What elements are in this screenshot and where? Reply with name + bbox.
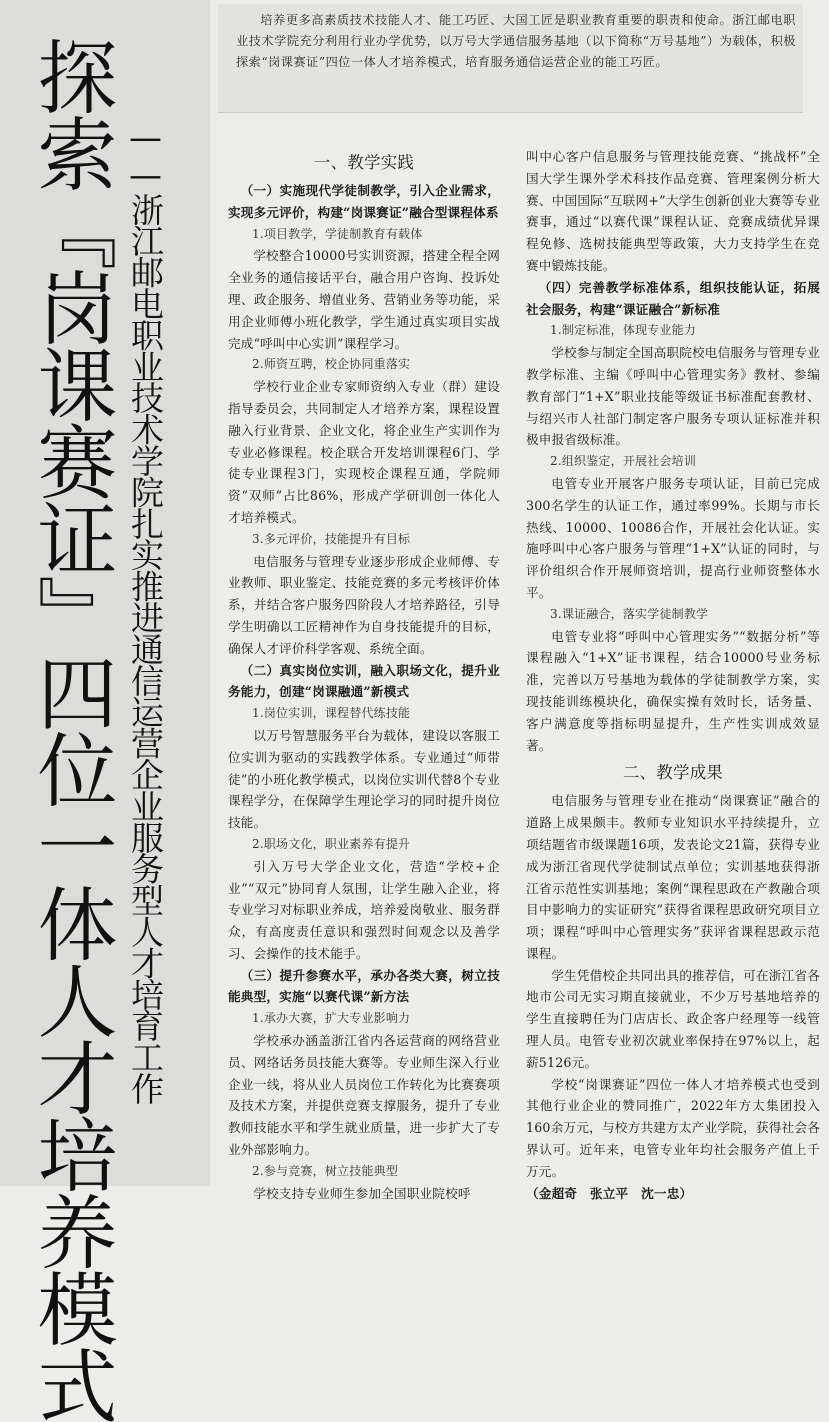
body-paragraph: 以万号智慧服务平台为载体，建设以客服工位实训为驱动的实践教学体系。专业通过“师带徒”的小班化教学模式，以岗位实训代替8个专业课程学分，在保障学生理论学习的同时提升岗位技能。	[228, 727, 500, 831]
body-paragraph: 学校参与制定全国高职院校电信服务与管理专业教学标准、主编《呼叫中心管理实务》教材、参编教育部门“1+X”职业技能等级证书标准配套教材、与绍兴市人社部门制定客户服务专项认证标准并积极申报省级标准。	[526, 345, 820, 448]
point-heading: 1.岗位实训，课程替代练技能	[252, 706, 411, 721]
point-heading: 2.组织鉴定，开展社会培训	[550, 454, 697, 469]
article-column-right	[526, 146, 820, 1204]
body-paragraph-continued: 叫中心客户信息服务与管理技能竞赛、“挑战杯”全国大学生课外学术科技作品竞赛、管理案例分析大赛、中国国际“互联网+”大学生创新创业大赛等专业赛事，通过“以赛代课”课程认证、竞赛成绩优异课程免修、选树技能典型等政策，大力支持学生在竞赛中锻炼技能。	[526, 149, 820, 273]
point-heading: 3.多元评价，技能提升有目标	[252, 531, 411, 546]
subsection-heading: （二）真实岗位实训，融入职场文化，提升业务能力，创建“岗课融通”新模式	[228, 662, 500, 700]
point-heading: 3.课证融合，落实学徒制教学	[550, 606, 709, 621]
point-heading: 1.制定标准，体现专业能力	[550, 323, 697, 338]
section-title-teaching-results: 二、教学成果	[622, 763, 724, 783]
subsection-heading: （四）完善教学标准体系，组织技能认证，拓展社会服务，构建“课证融合”新标准	[526, 279, 820, 317]
body-paragraph: 学校“岗课赛证”四位一体人才培养模式也受到其他行业企业的赞同推广，2022年方太集团投入160余万元，与校方共建方太产业学院，获得社会各界认可。近年来，电管专业年均社会服务产值上千万元。	[526, 1076, 820, 1179]
body-paragraph: 学校行业企业专家师资纳入专业（群）建设指导委员会，共同制定人才培养方案，课程设置融入行业背景、企业文化，将企业生产实训作为专业必修课程。校企联合开发培训课程6门、学徒专业课程3门，实现校企课程互通，学院师资“双师”占比86%，形成产学研训创一体化人才培养模式。	[228, 379, 500, 525]
author-byline: （金超奇 张立平 沈一忠）	[526, 1185, 693, 1201]
body-paragraph: 学校支持专业师生参加全国职业院校呼	[253, 1185, 471, 1201]
intro-box	[218, 4, 803, 113]
body-paragraph: 引入万号大学企业文化，营造“学校+企业”“双元”协同育人氛围，让学生融入企业，将专业学习对标职业养成，培养爱岗敬业、服务群众，有高度责任意识和强烈时间观念以及善学习、会操作的技术能手。	[228, 858, 500, 961]
main-title: 探索『岗课赛证』四位一体人才培养模式	[24, 36, 117, 1422]
body-paragraph: 电信服务与管理专业逐步形成企业师傅、专业教师、职业鉴定、技能竞赛的多元考核评价体系，并结合客户服务四阶段人才培养路径，引导学生明确以工匠精神作为自身技能提升的目标，确保人才评价科学客观、系统全面。	[228, 553, 500, 656]
body-paragraph: 电管专业开展客户服务专项认证，目前已完成300名学生的认证工作，通过率99%。长期与市长热线、10000、10086合作，开展社会化认证。实施呼叫中心客户服务与管理“1+X”认证的同时，与评价组织合作开展师资培训，提高行业师资整体水平。	[526, 475, 820, 600]
intro-paragraph: 培养更多高素质技术技能人才、能工巧匠、大国工匠是职业教育重要的职责和使命。浙江邮电职业技术学院充分利用行业办学优势，以万号大学通信服务基地（以下简称“万号基地”）为载体，积极探索“岗课赛证”四位一体人才培养模式，培育服务通信运营企业的能工巧匠。	[236, 13, 796, 69]
subsection-heading: （一）实施现代学徒制教学，引入企业需求，实现多元评价，构建“岗课赛证”融合型课程体系	[228, 183, 500, 220]
section-title-teaching-practice: 一、教学实践	[313, 153, 415, 172]
sub-title: ——浙江邮电职业技术学院扎实推进通信运营企业服务型人才培育工作	[126, 118, 165, 1104]
article-column-left	[228, 146, 500, 1204]
point-heading: 2.参与竞赛，树立技能典型	[252, 1163, 399, 1178]
body-paragraph: 学生凭借校企共同出具的推荐信，可在浙江省各地市公司无实习期直接就业，不少万号基地培养的学生直接聘任为门店店长、政企客户经理等一线管理人员。电管专业初次就业率保持在97%以上，起薪5126元。	[526, 967, 820, 1070]
body-paragraph: 学校整合10000号实训资源，搭建全程全网全业务的通信接话平台，融合用户咨询、投诉处理、政企服务、增值业务、营销业务等功能，采用企业师傅小班化教学，学生通过真实项目实战完成“呼叫中心实训”课程学习。	[228, 248, 500, 351]
headline-band	[0, 0, 210, 1422]
point-heading: 1.承办大赛，扩大专业影响力	[252, 1011, 411, 1026]
point-heading: 1.项目教学，学徒制教育有载体	[252, 226, 423, 241]
body-paragraph: 电信服务与管理专业在推动“岗课赛证”融合的道路上成果颇丰。教师专业知识水平持续提升，立项结题省市级课题16项，发表论文21篇，获得专业成为浙江省现代学徒制试点单位；实训基地获得浙江省示范性实训基地；案例“课程思政在产教融合项目中影响力的实证研究”获得省课程思政研究项目立项；课程“呼叫中心管理实务”获评省课程思政示范课程。	[526, 793, 820, 961]
point-heading: 2.师资互聘，校企协同重落实	[252, 357, 411, 372]
body-paragraph: 电管专业将“呼叫中心管理实务”“数据分析”等课程融入“1+X”证书课程，结合10000号业务标准，完善以万号基地为载体的学徒制教学方案，实现技能训练模块化，确保实操有效时长，话务量、客户满意度等指标明显提升，生产性实训成效显著。	[526, 628, 820, 753]
point-heading: 2.职场文化，职业素养有提升	[252, 836, 411, 851]
subsection-heading: （三）提升参赛水平，承办各类大赛，树立技能典型，实施“以赛代课”新方法	[228, 967, 500, 1005]
body-paragraph: 学校承办涵盖浙江省内各运营商的网络营业员、网络话务员技能大赛等。专业师生深入行业企业一线，将从业人员岗位工作转化为比赛赛项及技术方案，并提供竞赛支撑服务，提升了专业教师技能水平和学生就业质量，进一步扩大了专业外部影响力。	[228, 1033, 500, 1158]
